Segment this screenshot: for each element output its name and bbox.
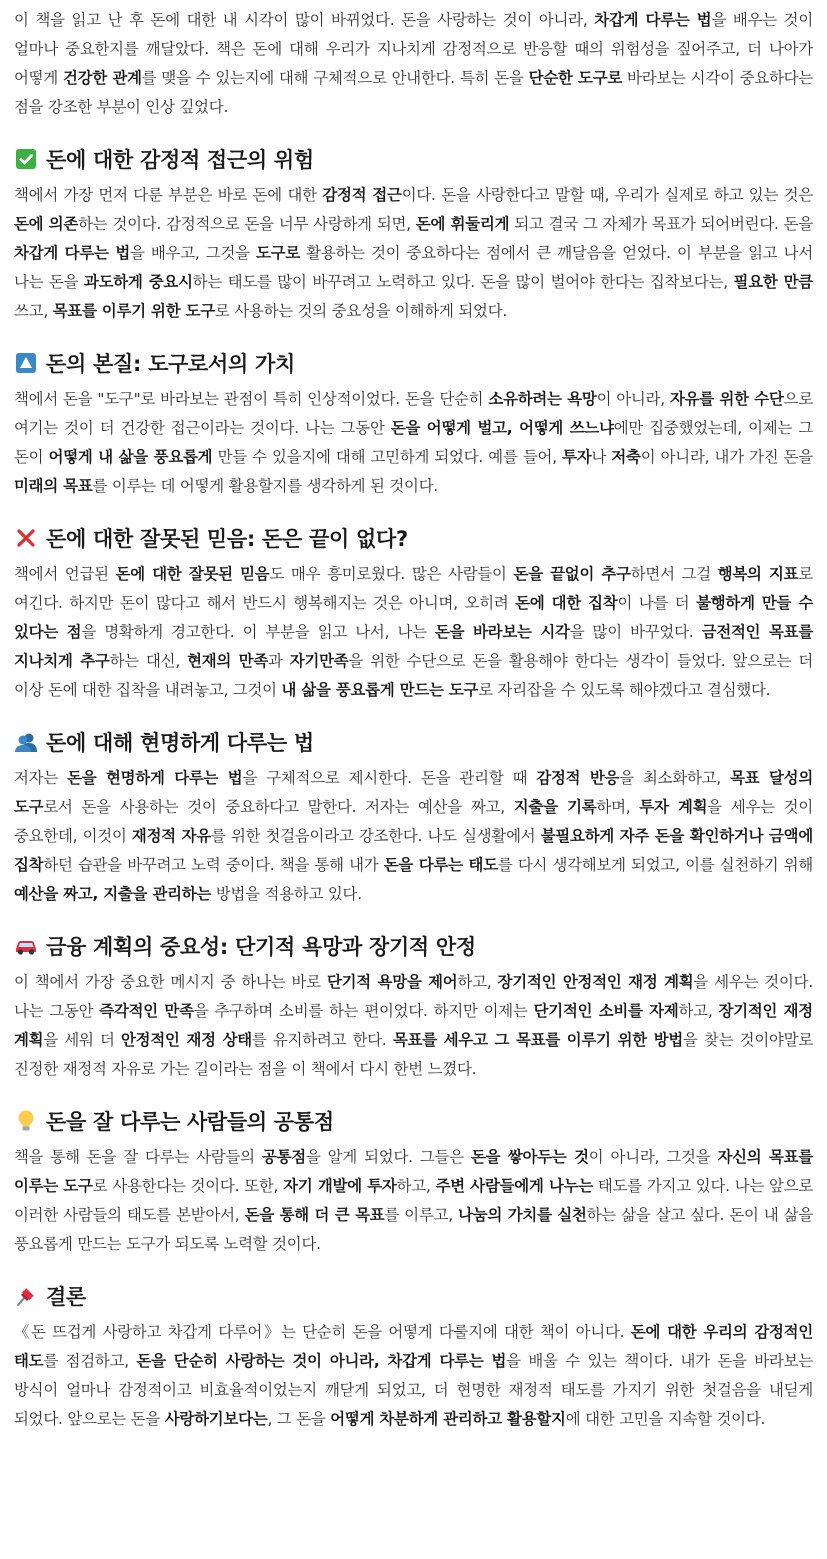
text-run: 하고,	[457, 973, 498, 991]
section-body	[14, 764, 813, 909]
bold-text: 목표를 이루기 위한 도구	[52, 302, 215, 320]
bold-text: 주변 사람들에게 나누는	[435, 1177, 594, 1195]
section	[14, 1278, 813, 1434]
text-run: 이 책에서 가장 중요한 메시지 중 하나는 바로	[14, 973, 327, 991]
section-title: 돈에 대해 현명하게 다루는 법	[46, 731, 314, 755]
section-body	[14, 1318, 813, 1434]
sections-container	[14, 141, 813, 1434]
text-run: 이 책을 읽고 난 후 돈에 대한 내 시각이 많이 바뀌었다. 돈을 사랑하는 것이 아니라,	[14, 11, 595, 29]
bold-text: 도구로	[256, 244, 301, 262]
text-run: 를 다시 생각해보게 되었고, 이를 실천하기 위해	[497, 856, 813, 874]
bold-text: 감정적 반응	[536, 769, 620, 787]
section-heading	[14, 520, 813, 556]
bold-text: 즉각적인 만족	[99, 1002, 194, 1020]
text-run: 하며,	[596, 798, 640, 816]
bold-text: 안정적인 재정 상태	[121, 1031, 252, 1049]
bold-text: 저축	[611, 448, 641, 466]
text-run: 에 대한 고민을 지속할 것이다.	[565, 1410, 766, 1428]
bold-text: 건강한 관계	[62, 69, 142, 87]
text-run: 로 여긴다. 하지만 돈이 많다고 해서 반드시 행복해지는 것은 아니며, 오히려	[14, 565, 813, 612]
text-run: 하는 대신,	[109, 652, 188, 670]
bold-text: 불행하게 만들 수 있다는 점	[14, 594, 813, 641]
section-body	[14, 385, 813, 501]
text-run: 책에서 언급된	[14, 565, 116, 583]
section	[14, 928, 813, 1084]
text-run: 로서 돈을 사용하는 것이 중요하다고 말한다. 저자는 예산을 짜고,	[43, 798, 514, 816]
bold-text: 자신의 목표를 이루는 도구	[14, 1148, 813, 1195]
bold-text: 행복의 지표	[717, 565, 799, 583]
section	[14, 520, 813, 705]
bold-text: 돈에 대한 잘못된 믿음	[115, 565, 270, 583]
text-run: , 그 돈을	[267, 1410, 331, 1428]
section-body	[14, 181, 813, 326]
light-bulb-icon	[14, 1109, 38, 1133]
section-body	[14, 968, 813, 1084]
section-body	[14, 1143, 813, 1259]
bold-text: 돈을 단순히 사랑하는 것이 아니라, 차갑게 다루는 법	[136, 1352, 507, 1370]
text-run: 를 이루는 데 어떻게 활용할지를 생각하게 된 것이다.	[92, 477, 439, 495]
bold-text: 불필요하게 자주 돈을 확인하거나 금액에 집착	[14, 827, 813, 874]
bold-text: 돈을 쌓아두는 것	[471, 1148, 589, 1166]
bold-text: 단기적인 소비를 자제	[533, 1002, 679, 1020]
bold-text: 돈에 대한 우리의 감정적인 태도	[14, 1323, 813, 1370]
bold-text: 단기적 욕망을 제어	[326, 973, 458, 991]
bold-text: 돈을 어떻게 벌고, 어떻게 쓰느냐	[390, 419, 614, 437]
text-run: 《돈 뜨겁게 사랑하고 차갑게 다루어》는 단순히 돈을 어떻게 다룰지에 대한 책이 아니다.	[14, 1323, 631, 1341]
bold-text: 목표 달성의 도구	[14, 769, 813, 816]
bold-text: 현재의 만족	[187, 652, 269, 670]
text-run: 하던 습관을 바꾸려고 노력 중이다. 책을 통해 내가	[43, 856, 384, 874]
section-title: 돈의 본질: 도구로서의 가치	[46, 352, 295, 376]
text-run: 를 이루고,	[384, 1206, 459, 1224]
bold-text: 돈을 끝없이 추구	[513, 565, 631, 583]
section	[14, 141, 813, 326]
text-run: 바라보는 시각이 중요하다는 점을 강조한 부분이 인상 깊었다.	[14, 69, 813, 116]
bold-text: 사랑하기보다는	[164, 1410, 268, 1428]
bold-text: 공통점	[261, 1148, 306, 1166]
text-run: 을 많이 바꾸었다.	[569, 623, 702, 641]
bold-text: 투자	[562, 448, 592, 466]
check-mark-icon	[14, 147, 38, 171]
text-run: 활용하는 것이 중요하다는 점에서 큰 깨달음을 얻었다. 이 부분을 읽고 나서 나는 돈을	[14, 244, 813, 291]
text-run: 하는 태도를 많이 바꾸려고 노력하고 있다. 돈을 많이 벌어야 한다는 집착보다는,	[192, 273, 734, 291]
section	[14, 1103, 813, 1259]
bold-text: 돈을 바라보는 시각	[435, 623, 570, 641]
bold-text: 지출을 기록	[513, 798, 597, 816]
text-run: 을 구체적으로 제시한다. 돈을 관리할 때	[242, 769, 537, 787]
text-run: 방법을 적용하고 있다.	[211, 885, 362, 903]
text-run: 에만 집중했었는데, 이제는 그 돈이	[14, 419, 813, 466]
bold-text: 돈에 의존	[14, 215, 79, 233]
text-run: 책에서 돈을 "도구"로 바라보는 관점이 특히 인상적이었다. 돈을 단순히	[14, 390, 489, 408]
bold-text: 투자 계획	[639, 798, 708, 816]
text-run: 책을 통해 돈을 잘 다루는 사람들의	[14, 1148, 262, 1166]
bold-text: 자기 개발에 투자	[283, 1177, 397, 1195]
text-run: 과	[268, 652, 290, 670]
bold-text: 단순한 도구로	[528, 69, 623, 87]
section-heading	[14, 1278, 813, 1314]
text-run: 을 찾는 것이야말로 진정한 재정적 자유로 가는 길이라는 점을 이 책에서 다시 한번 느꼈다.	[14, 1031, 814, 1078]
text-run: 하면서 그걸	[630, 565, 718, 583]
section-heading	[14, 345, 813, 381]
text-run: 하고,	[396, 1177, 436, 1195]
text-run: 를 위한 첫걸음이라고 강조한다. 나도 실생활에서	[211, 827, 541, 845]
section-title: 금융 계획의 중요성: 단기적 욕망과 장기적 안정	[46, 935, 476, 959]
text-run: 되고 결국 그 자체가 목표가 되어버린다. 돈을	[509, 215, 814, 233]
text-run: 을 최소화하고,	[619, 769, 731, 787]
text-run: 을 배우는 것이 얼마나 중요한지를 깨달았다. 책은 돈에 대해 우리가 지나치게 감정적으로 반응할 때의 위험성을 짚어주고, 더 나아가 어떻게	[14, 11, 813, 87]
text-run: 를 점검하고,	[43, 1352, 137, 1370]
text-run: 하는 삶을 살고 싶다. 돈이 내 삶을 풍요롭게 만드는 도구가 되도록 노력할 것이다.	[14, 1206, 813, 1253]
section	[14, 724, 813, 909]
section-heading	[14, 141, 813, 177]
text-run: 를 유지하려고 한다.	[251, 1031, 393, 1049]
text-run: 나	[591, 448, 612, 466]
bold-text: 자유를 위한 수단	[669, 390, 784, 408]
text-run: 이 아니라, 내가 가진 돈을	[640, 448, 814, 466]
text-run: 이다. 돈을 사랑한다고 말할 때, 우리가 실제로 하고 있는 것은	[401, 186, 813, 204]
section	[14, 345, 813, 501]
bold-text: 금전적인 목표를 지나치게 추구	[14, 623, 813, 670]
bold-text: 자기만족	[289, 652, 349, 670]
text-run: 을 알게 되었다. 그들은	[305, 1148, 471, 1166]
bold-text: 필요한 만큼	[733, 273, 813, 291]
text-run: 하고,	[678, 1002, 719, 1020]
section-title: 돈을 잘 다루는 사람들의 공통점	[46, 1110, 334, 1134]
text-run: 을 명확하게 경고한다. 이 부분을 읽고 나서, 나는	[81, 623, 436, 641]
text-run: 로 자리잡을 수 있도록 해야겠다고 결심했다.	[478, 681, 771, 699]
text-run: 저자는	[14, 769, 68, 787]
text-run: 을 배우고, 그것을	[130, 244, 256, 262]
bold-text: 돈을 통해 더 큰 목표	[244, 1206, 385, 1224]
bold-text: 감정적 접근	[322, 186, 402, 204]
text-run: 하는 것이다. 감정적으로 돈을 너무 사랑하게 되면,	[78, 215, 416, 233]
section-title: 돈에 대한 감정적 접근의 위험	[46, 148, 314, 172]
bold-text: 목표를 세우고 그 목표를 이루기 위한 방법	[392, 1031, 684, 1049]
bold-text: 어떻게 내 삶을 풍요롭게	[48, 448, 213, 466]
bold-text: 돈을 현명하게 다루는 법	[67, 769, 243, 787]
text-run: 만들 수 있을지에 대해 고민하게 되었다. 예를 들어,	[212, 448, 563, 466]
text-run: 을 위한 수단으로 돈을 활용해야 한다는 생각이 들었다. 앞으로는 더 이상 돈에 대한 집착을 내려놓고, 그것이	[14, 652, 813, 699]
bold-text: 예산을 짜고, 지출을 관리하는	[14, 885, 212, 903]
cross-mark-icon	[14, 526, 38, 550]
text-run: 이 아니라, 그것을	[588, 1148, 718, 1166]
pushpin-icon	[14, 1284, 38, 1308]
text-run: 도 매우 흥미로웠다. 많은 사람들이	[269, 565, 514, 583]
text-run: 을 세우는 것이다. 나는 그동안	[14, 973, 814, 1020]
text-run: 을 추구하며 소비를 하는 편이었다. 하지만 이제는	[193, 1002, 534, 1020]
text-run: 이 나를 더	[617, 594, 697, 612]
car-icon	[14, 934, 38, 958]
up-arrow-button-icon	[14, 351, 38, 375]
bold-text: 장기적인 안정적인 재정 계획	[497, 973, 694, 991]
bold-text: 돈을 다루는 태도	[383, 856, 498, 874]
bold-text: 돈에 대한 집착	[515, 594, 618, 612]
text-run: 으로 여기는 것이 더 건강한 접근이라는 것이다. 나는 그동안	[14, 390, 813, 437]
intro-paragraph	[14, 6, 813, 122]
text-run: 을 세워 더	[43, 1031, 121, 1049]
bold-text: 재정적 자유	[131, 827, 211, 845]
bold-text: 차갑게 다루는 법	[14, 244, 131, 262]
bold-text: 미래의 목표	[14, 477, 93, 495]
section-title: 결론	[46, 1285, 86, 1309]
section-heading	[14, 724, 813, 760]
section-body	[14, 560, 813, 705]
text-run: 로 사용하는 것의 중요성을 이해하게 되었다.	[214, 302, 508, 320]
text-run: 로 사용한다는 것이다. 또한,	[92, 1177, 284, 1195]
bold-text: 장기적인 재정 계획	[14, 1002, 813, 1049]
busts-in-silhouette-icon	[14, 730, 38, 754]
section-heading	[14, 1103, 813, 1139]
text-run: 이 아니라,	[596, 390, 670, 408]
text-run: 을 배울 수 있는 책이다. 내가 돈을 바라보는 방식이 얼마나 감정적이고 비효율적이었는지 깨닫게 되었고, 더 현명한 재정적 태도를 가지기 위한 첫걸음을 내딛게 되었다. 앞으로는 돈을	[14, 1352, 813, 1428]
bold-text: 과도하게 중요시	[83, 273, 193, 291]
text-run: 쓰고,	[14, 302, 53, 320]
bold-text: 차갑게 다루는 법	[594, 11, 712, 29]
text-run: 책에서 가장 먼저 다룬 부분은 바로 돈에 대한	[14, 186, 323, 204]
bold-text: 내 삶을 풍요롭게 만드는 도구	[281, 681, 479, 699]
text-run: 태도를 가지고 있다. 나는 앞으로 이러한 사람들의 태도를 본받아서,	[14, 1177, 813, 1224]
section-heading	[14, 928, 813, 964]
text-run: 를 맺을 수 있는지에 대해 구체적으로 안내한다. 특히 돈을	[141, 69, 529, 87]
bold-text: 돈에 휘둘리게	[415, 215, 510, 233]
bold-text: 소유하려는 욕망	[488, 390, 597, 408]
text-run: 을 세우는 것이 중요한데, 이것이	[14, 798, 814, 845]
section-title: 돈에 대한 잘못된 믿음: 돈은 끝이 없다?	[46, 527, 408, 551]
bold-text: 어떻게 차분하게 관리하고 활용할지	[330, 1410, 566, 1428]
bold-text: 나눔의 가치를 실천	[458, 1206, 587, 1224]
